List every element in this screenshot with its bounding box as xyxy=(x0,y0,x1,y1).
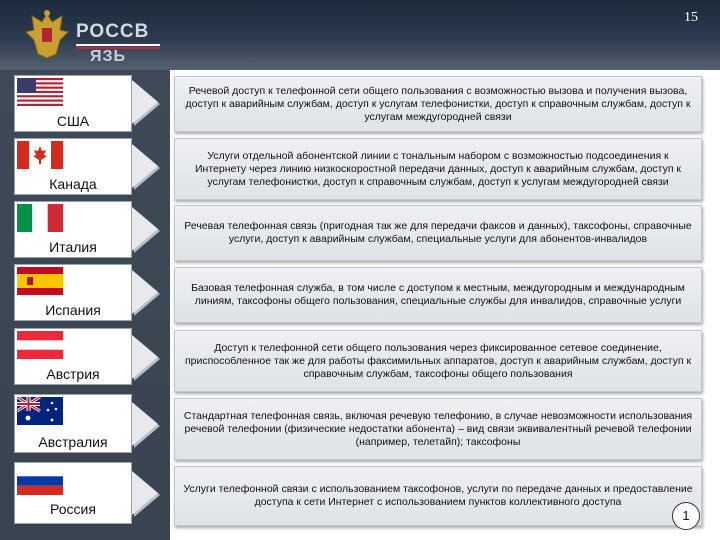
slide-number-badge: 1 xyxy=(672,502,700,530)
country-label: США xyxy=(56,113,90,129)
country-card-canada xyxy=(14,138,132,195)
header-band xyxy=(0,0,720,70)
description-card: Услуги телефонной связи с использованием таксофонов, услуги по передаче данных и предоставление доступа к сети Интернет с использованием пунктов коллективного доступа xyxy=(174,466,702,526)
description-card: Стандартная телефонная связь, включая речевую телефонию, в случае невозможности использования речевой телефонии (физические недостатки абонента) – вид связи эквивалентный речевой телефонии (например, телетайп); таксофоны xyxy=(174,398,702,460)
logo-text-line1: РОССВ xyxy=(76,21,150,42)
country-card-italy xyxy=(14,201,132,258)
row-arrow xyxy=(132,207,158,251)
country-label: Канада xyxy=(49,176,97,192)
row-arrow xyxy=(132,144,158,188)
country-label: Италия xyxy=(49,239,97,255)
description-card: Доступ к телефонной сети общего пользования через фиксированное сетевое соединение, приспособленное так же для работы факсимильных аппаратов, доступ к аварийным службам, доступ к справочным службам, таксофоны общего пользования xyxy=(174,330,702,392)
country-card-australia xyxy=(14,394,132,453)
country-label: Австралия xyxy=(38,434,108,450)
australia-flag-icon xyxy=(17,397,63,425)
country-card-austria xyxy=(14,328,132,385)
country-card-usa xyxy=(14,75,132,132)
row-arrow xyxy=(132,80,158,124)
country-card-spain xyxy=(14,264,132,321)
description-card: Речевой доступ к телефонной сети общего пользования с возможностью вызова и получения вызова, доступ к аварийным службам, доступ к услугам телефонистки, доступ к справочным службам, доступ к услугам междугородней связи xyxy=(174,76,702,132)
country-card-russia xyxy=(14,462,132,524)
row-arrow xyxy=(132,270,158,314)
description-card: Базовая телефонная служба, в том числе с доступом к местным, междугородным и международным линиям, таксофоны общего пользования, специальные службы для инвалидов, справочные услуги xyxy=(174,267,702,323)
row-arrow xyxy=(132,471,158,515)
russia-flag-icon xyxy=(17,467,63,495)
usa-flag-icon xyxy=(17,78,63,106)
country-label: Австрия xyxy=(46,366,100,382)
austria-flag-icon xyxy=(17,331,63,359)
description-card: Речевая телефонная связь (пригодная так же для передачи факсов и данных), таксофоны, справочные услуги, доступ к аварийным службам, специальные услуги для абонентов-инвалидов xyxy=(174,205,702,261)
country-label: Россия xyxy=(50,501,96,517)
spain-flag-icon xyxy=(17,267,63,295)
row-arrow xyxy=(132,335,158,379)
italy-flag-icon xyxy=(17,204,63,232)
country-label: Испания xyxy=(45,302,101,318)
page-number: 15 xyxy=(684,10,698,25)
logo-text-line2: ЯЗЬ xyxy=(90,48,127,65)
canada-flag-icon xyxy=(17,141,63,169)
coat-of-arms-icon xyxy=(22,8,72,62)
row-arrow xyxy=(132,402,158,446)
description-card: Услуги отдельной абонентской линии с тональным набором с возможностью подсоединения к Интернету через линию низкоскоростной передачи данных, доступ к аварийным службам, доступ к услугам телефонистки, доступ к справочным службам, доступ к услугам междугородней связи xyxy=(174,138,702,200)
